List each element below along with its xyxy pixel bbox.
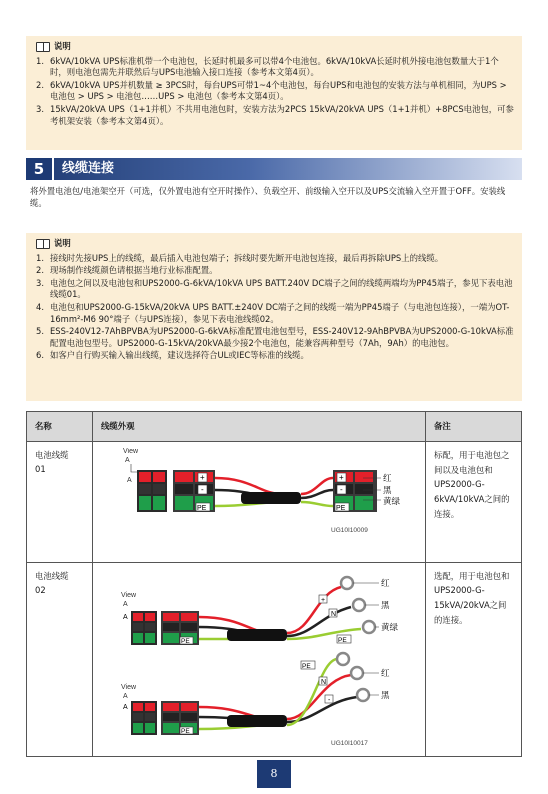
label-red: 红 bbox=[383, 473, 392, 483]
label-yellow-green: 黄绿 bbox=[381, 621, 399, 632]
book-icon bbox=[36, 239, 50, 249]
pe-label: PE bbox=[181, 637, 190, 645]
list-item: 3. 15kVA/20kVA UPS（1+1并机）不共用电池包时，安装方法为2PCS 15kVA/20kVA UPS（1+1并机）+8PCS电池包，可参考机架安装（参考本文第4页）。 bbox=[36, 103, 514, 126]
plus-label-right: + bbox=[339, 473, 344, 482]
section-number: 5 bbox=[26, 158, 54, 180]
page-number: 8 bbox=[257, 760, 291, 788]
cable-remark: 标配，用于电池包之间以及电池包和UPS2000-G-6kVA/10kVA之间的连接。 bbox=[426, 442, 522, 563]
a-marker: A bbox=[123, 613, 128, 621]
cable-remark: 选配，用于电池包和UPS2000-G-15kVA/20kVA之间的连接。 bbox=[426, 562, 522, 757]
ring-terminal-icon bbox=[353, 599, 365, 611]
section-header bbox=[26, 158, 522, 180]
a-marker-lower: A bbox=[123, 703, 128, 711]
figure-code: UG10I10017 bbox=[331, 739, 368, 747]
cable-figure-cell bbox=[93, 442, 426, 563]
cable-name: 电池线缆 01 bbox=[27, 442, 93, 563]
view-a-label-lower: A bbox=[123, 692, 128, 700]
note-box-1 bbox=[26, 36, 522, 150]
minus-label-lower: - bbox=[328, 696, 331, 704]
list-item: 3. 电池包之间以及电池包和UPS2000-G-6kVA/10kVA UPS BATT.240V DC端子之间的线缆两端均为PP45端子，参见下表电池线缆01。 bbox=[36, 277, 513, 300]
table-row bbox=[27, 562, 522, 757]
note-list bbox=[36, 253, 514, 362]
cable-figure-cell bbox=[93, 562, 426, 757]
label-black: 黑 bbox=[383, 485, 392, 495]
list-item: 2. 现场制作线缆颜色请根据当地行业标准配置。 bbox=[36, 265, 218, 276]
note-box-2 bbox=[26, 233, 522, 401]
n-label-lower: N bbox=[321, 678, 327, 686]
figure-code: UG10I10009 bbox=[331, 527, 368, 534]
ring-terminal-icon bbox=[337, 653, 349, 665]
minus-label-right: - bbox=[340, 485, 343, 494]
view-a-label: A bbox=[125, 457, 130, 464]
pe-label-lower: PE bbox=[181, 727, 190, 735]
list-item: 6. 如客户自行购买输入输出线缆，建议选择符合UL或IEC等标准的线缆。 bbox=[36, 350, 309, 361]
note-label: 说明 bbox=[54, 41, 71, 51]
table-row bbox=[27, 442, 522, 563]
view-label-lower: View bbox=[121, 683, 137, 691]
ring-terminal-icon bbox=[363, 621, 375, 633]
pe-label-lower-right: PE bbox=[302, 662, 311, 670]
pe-label-right: PE bbox=[336, 505, 346, 512]
list-item: 2. 6kVA/10kVA UPS并机数量 ≥ 3PCS时，每台UPS可带1~4个电池包，每台UPS和电池包的安装方法与单机相同，为UPS > 电池包 > UPS > 电池包……UPS > 电池包（参考本文第4页）。 bbox=[36, 79, 507, 102]
section-title: 线缆连接 bbox=[62, 161, 115, 177]
table-header-row bbox=[27, 412, 522, 442]
n-label: N bbox=[331, 610, 337, 618]
note-label: 说明 bbox=[54, 238, 71, 248]
pe-label-right: PE bbox=[338, 636, 347, 644]
list-item: 5. ESS-240V12-7AhBPVBA为UPS2000-G-6kVA标准配置电池包型号，ESS-240V12-9AhBPVBA为UPS2000-G-10kVA标准配置电池包型号。UPS2000-G-15kVA/20kVA最少接2个电池包，能兼容两种型号（7Ah，9Ah）的电池包。 bbox=[36, 326, 514, 348]
ring-terminal-icon bbox=[351, 667, 363, 679]
plus-label: + bbox=[200, 473, 205, 482]
note-list bbox=[36, 56, 514, 128]
header-appearance: 线缆外观 bbox=[93, 412, 426, 442]
battery-cable-01-diagram bbox=[101, 448, 417, 552]
note-header bbox=[36, 238, 514, 250]
header-name: 名称 bbox=[27, 412, 93, 442]
cable-name: 电池线缆 02 bbox=[27, 562, 93, 757]
list-item: 4. 电池包和UPS2000-G-15kVA/20kVA UPS BATT.±240V DC端子之间的线缆一端为PP45端子（与电池包连接），一端为OT-16mm²-M6 90°端子（与UPS连接），参见下表电池线缆02。 bbox=[36, 301, 510, 324]
view-a-label: A bbox=[123, 600, 128, 608]
label-black: 黑 bbox=[381, 599, 390, 610]
label-red: 红 bbox=[381, 577, 390, 588]
pe-label: PE bbox=[197, 505, 207, 512]
ring-terminal-icon bbox=[357, 689, 369, 701]
label-red-lower: 红 bbox=[381, 667, 390, 678]
cable-table bbox=[26, 411, 522, 757]
header-remark: 备注 bbox=[426, 412, 522, 442]
intro-paragraph: 将外置电池包/电池架空开（可选，仅外置电池有空开时操作）、负载空开、前级输入空开以及UPS交流输入空开置于OFF。安装线缆。 bbox=[30, 186, 506, 208]
view-label: View bbox=[123, 448, 139, 455]
a-marker: A bbox=[127, 477, 132, 484]
note-header bbox=[36, 41, 514, 53]
list-item: 1. 接线时先接UPS上的线缆，最后插入电池包端子；拆线时要先断开电池包连接，最后再拆除UPS上的线缆。 bbox=[36, 252, 444, 263]
label-yellow-green: 黄绿 bbox=[383, 496, 401, 506]
battery-cable-02-diagram bbox=[101, 569, 417, 747]
ring-terminal-icon bbox=[341, 577, 353, 589]
plus-label: + bbox=[321, 596, 326, 604]
list-item: 1. 6kVA/10kVA UPS标准机带一个电池包，长延时机最多可以带4个电池包。6kVA/10kVA长延时机外接电池包数量大于1个时，则电池包需先并联然后与UPS电池输入接口连接（参考本文第4页）。 bbox=[36, 55, 499, 78]
minus-label: - bbox=[201, 485, 204, 494]
book-icon bbox=[36, 42, 50, 52]
label-black-lower: 黑 bbox=[381, 689, 390, 700]
view-label: View bbox=[121, 591, 137, 599]
